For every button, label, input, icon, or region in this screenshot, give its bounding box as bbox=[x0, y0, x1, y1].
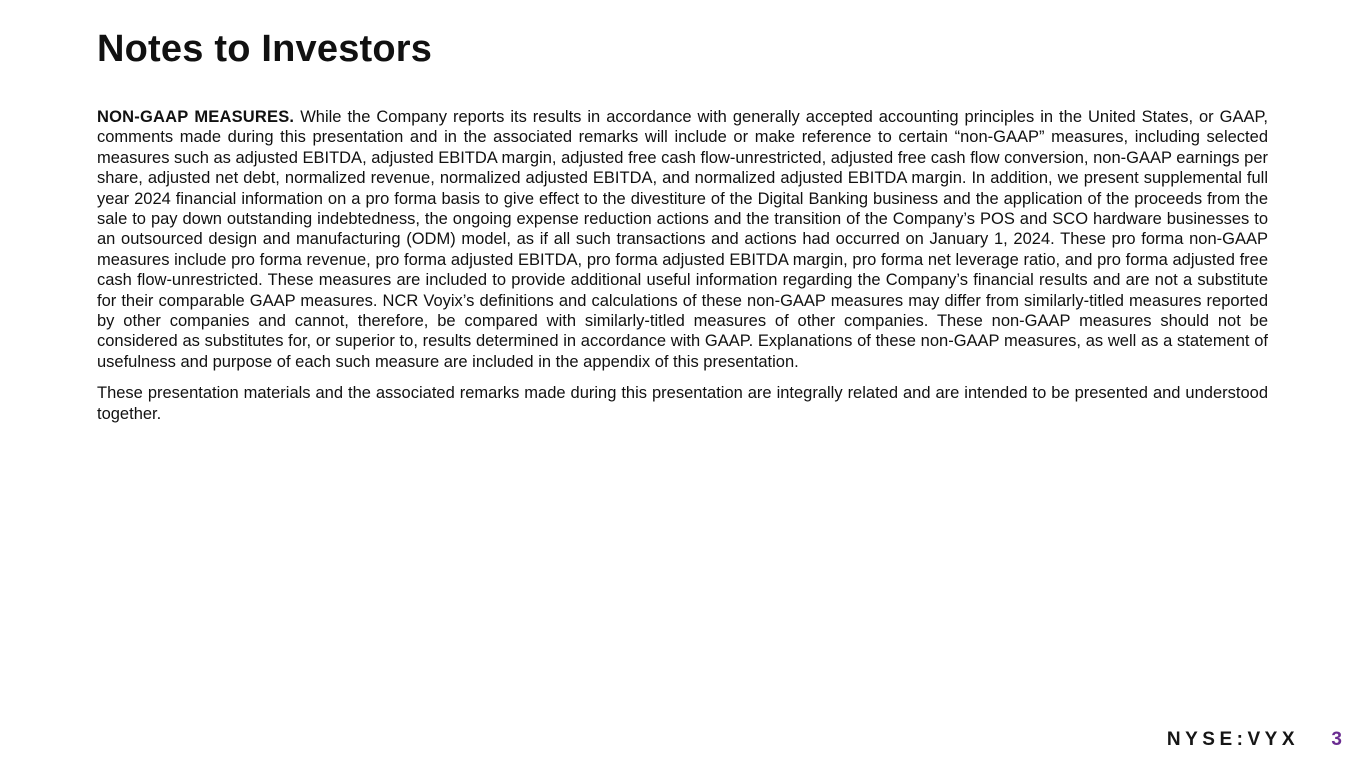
page-number: 3 bbox=[1331, 729, 1342, 750]
page-title: Notes to Investors bbox=[97, 28, 433, 70]
presentation-materials-paragraph: These presentation materials and the associated remarks made during this presentation are integrally related and are intended to be presented and understood together. bbox=[97, 384, 1268, 423]
non-gaap-body-text: While the Company reports its results in accordance with generally accepted accounting principles in the United States, or GAAP, comments made during this presentation and in the associated remarks will include or make reference to certain “non-GAAP” measures, including selected measures such as adjusted EBITDA, adjusted EBITDA margin, adjusted free cash flow-unrestricted, adjusted free cash flow conversion, non-GAAP earnings per share, adjusted net debt, normalized revenue, normalized adjusted EBITDA, and normalized adjusted EBITDA margin. In addition, we present supplemental full year 2024 financial information on a pro forma basis to give effect to the divestiture of the Digital Banking business and the application of the proceeds from the sale to pay down outstanding indebtedness, the ongoing expense reduction actions and the transition of the Company’s POS and SCO hardware businesses to an outsourced design and manufacturing (ODM) model, as if all such transactions and actions had occurred on January 1, 2024. These pro forma non-GAAP measures include pro forma revenue, pro forma adjusted EBITDA, pro forma adjusted EBITDA margin, pro forma net leverage ratio, and pro forma adjusted free cash flow-unrestricted. These measures are included to provide additional useful information regarding the Company’s financial results and are not a substitute for their comparable GAAP measures. NCR Voyix’s definitions and calculations of these non-GAAP measures may differ from similarly-titled measures reported by other companies and cannot, therefore, be compared with similarly-titled measures of other companies. These non-GAAP measures should not be considered as substitutes for, or superior to, results determined in accordance with GAAP. Explanations of these non-GAAP measures, as well as a statement of usefulness and purpose of each such measure are included in the appendix of this presentation. bbox=[97, 108, 1268, 371]
stock-ticker: NYSE:VYX bbox=[1166, 729, 1299, 750]
notes-content bbox=[97, 107, 1268, 424]
non-gaap-paragraph bbox=[97, 107, 1268, 372]
non-gaap-heading: NON-GAAP MEASURES. bbox=[97, 108, 295, 126]
